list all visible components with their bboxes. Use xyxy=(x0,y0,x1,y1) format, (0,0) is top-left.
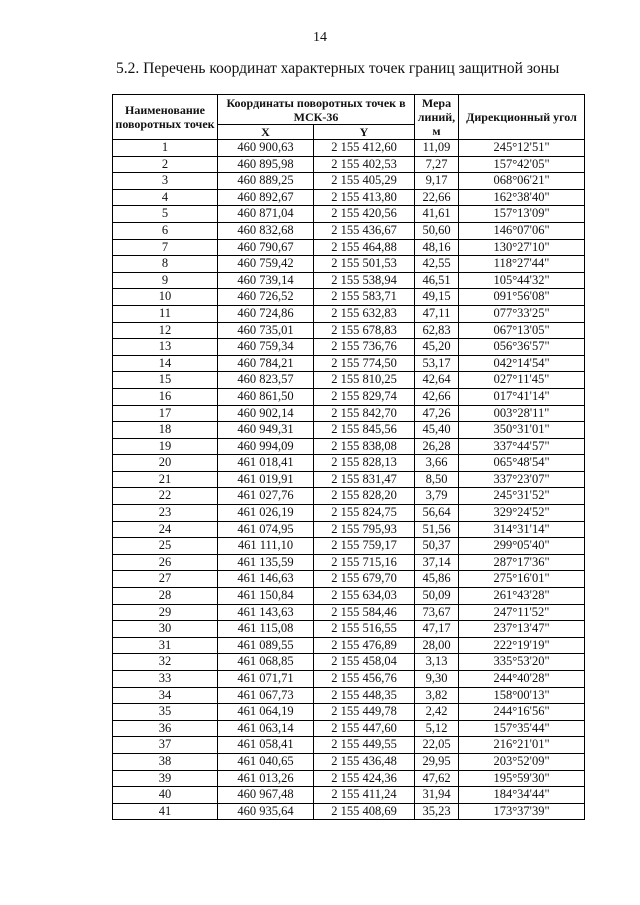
y-coordinate-cell: 2 155 715,16 xyxy=(314,554,415,571)
table-row xyxy=(113,687,585,704)
y-coordinate-cell: 2 155 829,74 xyxy=(314,388,415,405)
y-coordinate-cell: 2 155 583,71 xyxy=(314,289,415,306)
point-number-cell: 34 xyxy=(113,687,218,704)
y-coordinate-cell: 2 155 632,83 xyxy=(314,305,415,322)
y-coordinate-cell: 2 155 679,70 xyxy=(314,571,415,588)
x-coordinate-cell: 460 902,14 xyxy=(218,405,314,422)
line-length-cell: 41,61 xyxy=(415,206,459,223)
table-row xyxy=(113,189,585,206)
line-length-cell: 5,12 xyxy=(415,720,459,737)
point-number-cell: 17 xyxy=(113,405,218,422)
table-row xyxy=(113,438,585,455)
x-coordinate-cell: 460 895,98 xyxy=(218,156,314,173)
table-row xyxy=(113,339,585,356)
point-number-cell: 32 xyxy=(113,654,218,671)
x-coordinate-cell: 460 735,01 xyxy=(218,322,314,339)
direction-angle-cell: 056°36'57" xyxy=(459,339,585,356)
point-number-cell: 26 xyxy=(113,554,218,571)
y-coordinate-cell: 2 155 828,13 xyxy=(314,455,415,472)
direction-angle-cell: 091°56'08" xyxy=(459,289,585,306)
y-coordinate-cell: 2 155 448,35 xyxy=(314,687,415,704)
point-number-cell: 7 xyxy=(113,239,218,256)
y-coordinate-cell: 2 155 402,53 xyxy=(314,156,415,173)
x-coordinate-cell: 460 949,31 xyxy=(218,422,314,439)
point-number-cell: 20 xyxy=(113,455,218,472)
x-coordinate-cell: 461 071,71 xyxy=(218,671,314,688)
x-coordinate-cell: 460 784,21 xyxy=(218,355,314,372)
direction-angle-cell: 162°38'40" xyxy=(459,189,585,206)
x-coordinate-cell: 461 135,59 xyxy=(218,554,314,571)
x-coordinate-cell: 460 994,09 xyxy=(218,438,314,455)
point-number-cell: 21 xyxy=(113,471,218,488)
point-number-cell: 15 xyxy=(113,372,218,389)
table-row xyxy=(113,704,585,721)
line-length-cell: 22,66 xyxy=(415,189,459,206)
x-coordinate-cell: 460 871,04 xyxy=(218,206,314,223)
header-coordinates: Координаты поворотных точек в МСК-36 xyxy=(218,95,415,125)
header-point-name: Наименование поворотных точек xyxy=(113,95,218,140)
table-row xyxy=(113,505,585,522)
point-number-cell: 35 xyxy=(113,704,218,721)
line-length-cell: 50,09 xyxy=(415,588,459,605)
table-row xyxy=(113,720,585,737)
line-length-cell: 73,67 xyxy=(415,604,459,621)
table-row xyxy=(113,621,585,638)
y-coordinate-cell: 2 155 810,25 xyxy=(314,372,415,389)
header-y: Y xyxy=(314,125,415,140)
line-length-cell: 35,23 xyxy=(415,803,459,820)
direction-angle-cell: 077°33'25" xyxy=(459,305,585,322)
y-coordinate-cell: 2 155 845,56 xyxy=(314,422,415,439)
y-coordinate-cell: 2 155 476,89 xyxy=(314,637,415,654)
header-direction-angle: Дирекционный угол xyxy=(459,95,585,140)
point-number-cell: 33 xyxy=(113,671,218,688)
direction-angle-cell: 350°31'01" xyxy=(459,422,585,439)
direction-angle-cell: 157°35'44" xyxy=(459,720,585,737)
table-row xyxy=(113,770,585,787)
point-number-cell: 1 xyxy=(113,140,218,157)
direction-angle-cell: 105°44'32" xyxy=(459,272,585,289)
point-number-cell: 16 xyxy=(113,388,218,405)
y-coordinate-cell: 2 155 449,55 xyxy=(314,737,415,754)
x-coordinate-cell: 461 040,65 xyxy=(218,753,314,770)
x-coordinate-cell: 461 018,41 xyxy=(218,455,314,472)
point-number-cell: 4 xyxy=(113,189,218,206)
point-number-cell: 28 xyxy=(113,588,218,605)
direction-angle-cell: 237°13'47" xyxy=(459,621,585,638)
line-length-cell: 28,00 xyxy=(415,637,459,654)
x-coordinate-cell: 461 063,14 xyxy=(218,720,314,737)
line-length-cell: 62,83 xyxy=(415,322,459,339)
line-length-cell: 37,14 xyxy=(415,554,459,571)
header-line-length: Мера линий, м xyxy=(415,95,459,140)
line-length-cell: 56,64 xyxy=(415,505,459,522)
y-coordinate-cell: 2 155 413,80 xyxy=(314,189,415,206)
direction-angle-cell: 299°05'40" xyxy=(459,538,585,555)
line-length-cell: 47,17 xyxy=(415,621,459,638)
table-row xyxy=(113,538,585,555)
y-coordinate-cell: 2 155 538,94 xyxy=(314,272,415,289)
direction-angle-cell: 314°31'14" xyxy=(459,521,585,538)
direction-angle-cell: 003°28'11" xyxy=(459,405,585,422)
x-coordinate-cell: 461 143,63 xyxy=(218,604,314,621)
section-title: 5.2. Перечень координат характерных точек границ защитной зоны xyxy=(116,60,560,77)
table-row xyxy=(113,173,585,190)
point-number-cell: 19 xyxy=(113,438,218,455)
y-coordinate-cell: 2 155 678,83 xyxy=(314,322,415,339)
direction-angle-cell: 335°53'20" xyxy=(459,654,585,671)
table-row xyxy=(113,372,585,389)
table-row xyxy=(113,156,585,173)
point-number-cell: 2 xyxy=(113,156,218,173)
page-number: 14 xyxy=(313,30,327,45)
y-coordinate-cell: 2 155 456,76 xyxy=(314,671,415,688)
line-length-cell: 11,09 xyxy=(415,140,459,157)
point-number-cell: 30 xyxy=(113,621,218,638)
x-coordinate-cell: 460 759,42 xyxy=(218,256,314,273)
line-length-cell: 49,15 xyxy=(415,289,459,306)
point-number-cell: 39 xyxy=(113,770,218,787)
x-coordinate-cell: 460 739,14 xyxy=(218,272,314,289)
table-row xyxy=(113,588,585,605)
line-length-cell: 47,26 xyxy=(415,405,459,422)
direction-angle-cell: 245°31'52" xyxy=(459,488,585,505)
y-coordinate-cell: 2 155 436,48 xyxy=(314,753,415,770)
line-length-cell: 8,50 xyxy=(415,471,459,488)
line-length-cell: 50,60 xyxy=(415,222,459,239)
y-coordinate-cell: 2 155 634,03 xyxy=(314,588,415,605)
y-coordinate-cell: 2 155 501,53 xyxy=(314,256,415,273)
line-length-cell: 31,94 xyxy=(415,787,459,804)
point-number-cell: 12 xyxy=(113,322,218,339)
line-length-cell: 22,05 xyxy=(415,737,459,754)
table-row xyxy=(113,305,585,322)
point-number-cell: 6 xyxy=(113,222,218,239)
x-coordinate-cell: 461 111,10 xyxy=(218,538,314,555)
x-coordinate-cell: 460 823,57 xyxy=(218,372,314,389)
table-row xyxy=(113,256,585,273)
line-length-cell: 42,64 xyxy=(415,372,459,389)
x-coordinate-cell: 460 790,67 xyxy=(218,239,314,256)
y-coordinate-cell: 2 155 824,75 xyxy=(314,505,415,522)
x-coordinate-cell: 461 019,91 xyxy=(218,471,314,488)
y-coordinate-cell: 2 155 405,29 xyxy=(314,173,415,190)
line-length-cell: 42,66 xyxy=(415,388,459,405)
table-row xyxy=(113,787,585,804)
line-length-cell: 26,28 xyxy=(415,438,459,455)
x-coordinate-cell: 461 074,95 xyxy=(218,521,314,538)
y-coordinate-cell: 2 155 838,08 xyxy=(314,438,415,455)
direction-angle-cell: 244°40'28" xyxy=(459,671,585,688)
table-row xyxy=(113,455,585,472)
table-row xyxy=(113,140,585,157)
line-length-cell: 2,42 xyxy=(415,704,459,721)
x-coordinate-cell: 460 726,52 xyxy=(218,289,314,306)
point-number-cell: 9 xyxy=(113,272,218,289)
table-row xyxy=(113,554,585,571)
x-coordinate-cell: 461 058,41 xyxy=(218,737,314,754)
line-length-cell: 48,16 xyxy=(415,239,459,256)
direction-angle-cell: 118°27'44" xyxy=(459,256,585,273)
direction-angle-cell: 017°41'14" xyxy=(459,388,585,405)
point-number-cell: 22 xyxy=(113,488,218,505)
y-coordinate-cell: 2 155 449,78 xyxy=(314,704,415,721)
direction-angle-cell: 222°19'19" xyxy=(459,637,585,654)
point-number-cell: 38 xyxy=(113,753,218,770)
line-length-cell: 3,66 xyxy=(415,455,459,472)
line-length-cell: 51,56 xyxy=(415,521,459,538)
line-length-cell: 3,82 xyxy=(415,687,459,704)
table-header xyxy=(113,95,585,140)
direction-angle-cell: 203°52'09" xyxy=(459,753,585,770)
x-coordinate-cell: 461 089,55 xyxy=(218,637,314,654)
direction-angle-cell: 337°44'57" xyxy=(459,438,585,455)
point-number-cell: 36 xyxy=(113,720,218,737)
x-coordinate-cell: 460 935,64 xyxy=(218,803,314,820)
table-row xyxy=(113,488,585,505)
direction-angle-cell: 027°11'45" xyxy=(459,372,585,389)
direction-angle-cell: 068°06'21" xyxy=(459,173,585,190)
direction-angle-cell: 146°07'06" xyxy=(459,222,585,239)
x-coordinate-cell: 461 115,08 xyxy=(218,621,314,638)
direction-angle-cell: 329°24'52" xyxy=(459,505,585,522)
line-length-cell: 9,30 xyxy=(415,671,459,688)
line-length-cell: 9,17 xyxy=(415,173,459,190)
table-row xyxy=(113,803,585,820)
y-coordinate-cell: 2 155 411,24 xyxy=(314,787,415,804)
table-row xyxy=(113,355,585,372)
line-length-cell: 7,27 xyxy=(415,156,459,173)
direction-angle-cell: 042°14'54" xyxy=(459,355,585,372)
line-length-cell: 45,86 xyxy=(415,571,459,588)
direction-angle-cell: 287°17'36" xyxy=(459,554,585,571)
line-length-cell: 3,13 xyxy=(415,654,459,671)
point-number-cell: 41 xyxy=(113,803,218,820)
x-coordinate-cell: 461 027,76 xyxy=(218,488,314,505)
table-row xyxy=(113,272,585,289)
table-row xyxy=(113,405,585,422)
y-coordinate-cell: 2 155 828,20 xyxy=(314,488,415,505)
y-coordinate-cell: 2 155 584,46 xyxy=(314,604,415,621)
direction-angle-cell: 130°27'10" xyxy=(459,239,585,256)
x-coordinate-cell: 461 013,26 xyxy=(218,770,314,787)
y-coordinate-cell: 2 155 759,17 xyxy=(314,538,415,555)
line-length-cell: 45,20 xyxy=(415,339,459,356)
table-row xyxy=(113,521,585,538)
direction-angle-cell: 173°37'39" xyxy=(459,803,585,820)
y-coordinate-cell: 2 155 831,47 xyxy=(314,471,415,488)
y-coordinate-cell: 2 155 424,36 xyxy=(314,770,415,787)
direction-angle-cell: 157°42'05" xyxy=(459,156,585,173)
direction-angle-cell: 158°00'13" xyxy=(459,687,585,704)
x-coordinate-cell: 460 889,25 xyxy=(218,173,314,190)
direction-angle-cell: 065°48'54" xyxy=(459,455,585,472)
line-length-cell: 29,95 xyxy=(415,753,459,770)
line-length-cell: 47,11 xyxy=(415,305,459,322)
point-number-cell: 3 xyxy=(113,173,218,190)
point-number-cell: 5 xyxy=(113,206,218,223)
table-row xyxy=(113,289,585,306)
table-row xyxy=(113,753,585,770)
direction-angle-cell: 244°16'56" xyxy=(459,704,585,721)
y-coordinate-cell: 2 155 516,55 xyxy=(314,621,415,638)
point-number-cell: 14 xyxy=(113,355,218,372)
point-number-cell: 13 xyxy=(113,339,218,356)
line-length-cell: 42,55 xyxy=(415,256,459,273)
table-row xyxy=(113,571,585,588)
point-number-cell: 11 xyxy=(113,305,218,322)
x-coordinate-cell: 460 892,67 xyxy=(218,189,314,206)
table-row xyxy=(113,239,585,256)
x-coordinate-cell: 460 967,48 xyxy=(218,787,314,804)
table-row xyxy=(113,388,585,405)
y-coordinate-cell: 2 155 736,76 xyxy=(314,339,415,356)
table-row xyxy=(113,206,585,223)
direction-angle-cell: 261°43'28" xyxy=(459,588,585,605)
y-coordinate-cell: 2 155 795,93 xyxy=(314,521,415,538)
point-number-cell: 25 xyxy=(113,538,218,555)
y-coordinate-cell: 2 155 412,60 xyxy=(314,140,415,157)
x-coordinate-cell: 460 900,63 xyxy=(218,140,314,157)
direction-angle-cell: 337°23'07" xyxy=(459,471,585,488)
line-length-cell: 50,37 xyxy=(415,538,459,555)
y-coordinate-cell: 2 155 464,88 xyxy=(314,239,415,256)
line-length-cell: 3,79 xyxy=(415,488,459,505)
point-number-cell: 27 xyxy=(113,571,218,588)
x-coordinate-cell: 461 064,19 xyxy=(218,704,314,721)
x-coordinate-cell: 460 861,50 xyxy=(218,388,314,405)
coordinates-table xyxy=(112,94,585,820)
table-body xyxy=(113,140,585,820)
y-coordinate-cell: 2 155 458,04 xyxy=(314,654,415,671)
x-coordinate-cell: 461 067,73 xyxy=(218,687,314,704)
direction-angle-cell: 157°13'09" xyxy=(459,206,585,223)
y-coordinate-cell: 2 155 447,60 xyxy=(314,720,415,737)
line-length-cell: 46,51 xyxy=(415,272,459,289)
table-row xyxy=(113,471,585,488)
x-coordinate-cell: 461 150,84 xyxy=(218,588,314,605)
line-length-cell: 47,62 xyxy=(415,770,459,787)
y-coordinate-cell: 2 155 774,50 xyxy=(314,355,415,372)
x-coordinate-cell: 461 068,85 xyxy=(218,654,314,671)
point-number-cell: 31 xyxy=(113,637,218,654)
x-coordinate-cell: 460 832,68 xyxy=(218,222,314,239)
point-number-cell: 29 xyxy=(113,604,218,621)
direction-angle-cell: 067°13'05" xyxy=(459,322,585,339)
direction-angle-cell: 245°12'51" xyxy=(459,140,585,157)
direction-angle-cell: 184°34'44" xyxy=(459,787,585,804)
table-row xyxy=(113,604,585,621)
table-row xyxy=(113,322,585,339)
table-row xyxy=(113,654,585,671)
y-coordinate-cell: 2 155 420,56 xyxy=(314,206,415,223)
y-coordinate-cell: 2 155 436,67 xyxy=(314,222,415,239)
direction-angle-cell: 216°21'01" xyxy=(459,737,585,754)
direction-angle-cell: 195°59'30" xyxy=(459,770,585,787)
y-coordinate-cell: 2 155 408,69 xyxy=(314,803,415,820)
x-coordinate-cell: 460 759,34 xyxy=(218,339,314,356)
x-coordinate-cell: 461 026,19 xyxy=(218,505,314,522)
point-number-cell: 37 xyxy=(113,737,218,754)
line-length-cell: 45,40 xyxy=(415,422,459,439)
table-row xyxy=(113,671,585,688)
direction-angle-cell: 275°16'01" xyxy=(459,571,585,588)
line-length-cell: 53,17 xyxy=(415,355,459,372)
table-row xyxy=(113,637,585,654)
table-row xyxy=(113,222,585,239)
point-number-cell: 24 xyxy=(113,521,218,538)
point-number-cell: 10 xyxy=(113,289,218,306)
direction-angle-cell: 247°11'52" xyxy=(459,604,585,621)
point-number-cell: 23 xyxy=(113,505,218,522)
point-number-cell: 8 xyxy=(113,256,218,273)
x-coordinate-cell: 460 724,86 xyxy=(218,305,314,322)
table-row xyxy=(113,422,585,439)
table-row xyxy=(113,737,585,754)
point-number-cell: 18 xyxy=(113,422,218,439)
point-number-cell: 40 xyxy=(113,787,218,804)
y-coordinate-cell: 2 155 842,70 xyxy=(314,405,415,422)
x-coordinate-cell: 461 146,63 xyxy=(218,571,314,588)
header-x: X xyxy=(218,125,314,140)
